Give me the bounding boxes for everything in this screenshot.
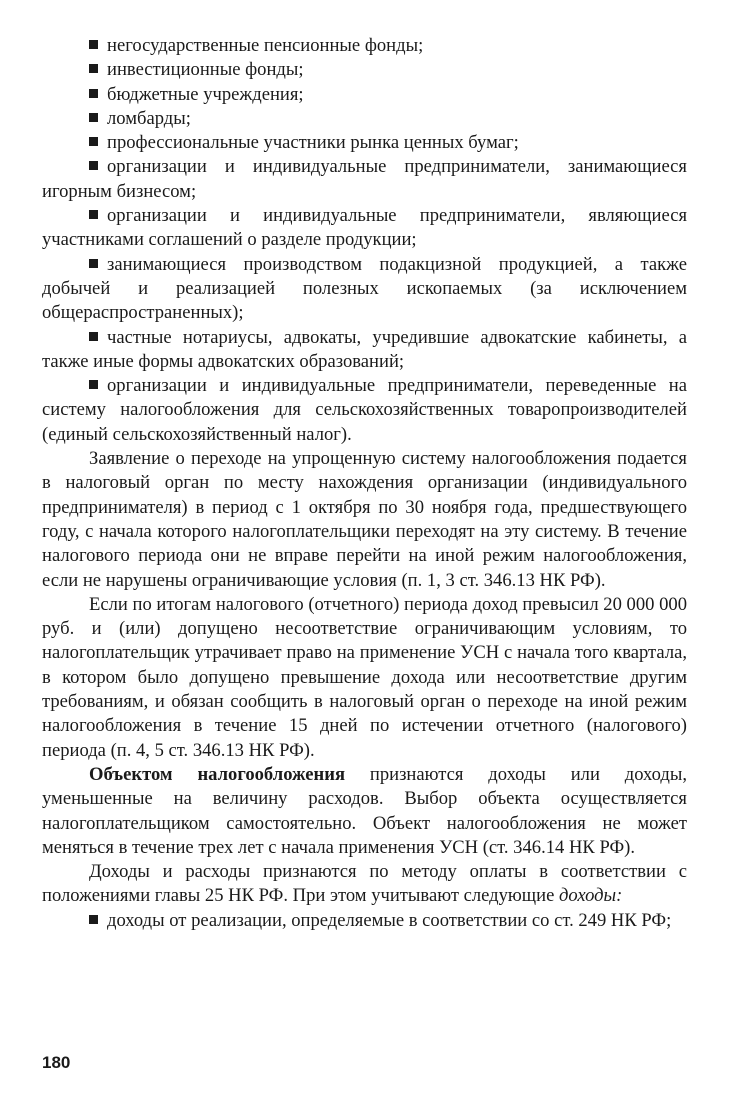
square-bullet-icon	[89, 259, 98, 268]
page-number: 180	[42, 1053, 71, 1072]
list-item: частные нотариусы, адвокаты, учредившие адвокатские кабинеты, а также иные формы адвокатских образований;	[42, 326, 687, 372]
list-item: доходы от реализации, определяемые в соответствии со ст. 249 НК РФ;	[42, 909, 687, 933]
list-item: бюджетные учреждения;	[42, 83, 687, 107]
square-bullet-icon	[89, 380, 98, 389]
square-bullet-icon	[89, 332, 98, 341]
list-item: занимающиеся производством подакцизной продукцией, а также добычей и реализацией полезных ископаемых (за исключением общераспространенных);	[42, 253, 687, 324]
square-bullet-icon	[89, 89, 98, 98]
paragraph-income-expenses	[42, 860, 687, 909]
paragraph-taxation-object	[42, 763, 687, 860]
square-bullet-icon	[89, 161, 98, 170]
paragraph-income-excess: Если по итогам налогового (отчетного) периода доход превысил 20 000 000 руб. и (или) допущено несоответствие ограничивающим условиям, то налогоплательщик утрачивает право на применение УСН с начала того квартала, в котором было допущено превышение дохода или несоответствие другим требованиям, и обязан сообщить в налоговый орган о переходе на иной режим налогообложения в течение 15 дней по истечении отчетного (налогового) периода (п. 4, 5 ст. 346.13 НК РФ).	[42, 593, 687, 761]
list-item: негосударственные пенсионные фонды;	[42, 34, 687, 58]
paragraph-text: признаются доходы или доходы, уменьшенные на величину расходов. Выбор объекта осуществляется налогоплательщиком самостоятельно. Объект налогообложения не может меняться в течение трех лет с начала применения УСН (ст. 346.14 НК РФ).	[42, 763, 687, 858]
list-item: инвестиционные фонды;	[42, 58, 687, 82]
list-item: организации и индивидуальные предприниматели, переведенные на систему налогообложения для сельскохозяйственных товаропроизводителей (единый сельскохозяйственный налог).	[42, 375, 687, 445]
square-bullet-icon	[89, 915, 98, 924]
italic-term: доходы:	[558, 885, 623, 907]
square-bullet-icon	[89, 64, 98, 73]
bold-term: Объектом налогообложения	[89, 763, 346, 785]
bullet-list-bottom	[42, 909, 687, 933]
square-bullet-icon	[89, 210, 98, 219]
square-bullet-icon	[89, 40, 98, 49]
list-item: профессиональные участники рынка ценных бумаг;	[42, 131, 687, 155]
square-bullet-icon	[89, 113, 98, 122]
paragraph-text: Доходы и расходы признаются по методу оплаты в соответствии с положениями главы 25 НК РФ. При этом учитывают следующие	[42, 861, 687, 907]
list-item: организации и индивидуальные предприниматели, занимающиеся игорным бизнесом;	[42, 156, 687, 202]
list-item: ломбарды;	[42, 107, 687, 131]
list-item: организации и индивидуальные предприниматели, являющиеся участниками соглашений о разделе продукции;	[42, 205, 687, 251]
bullet-list-top	[42, 34, 687, 447]
document-page	[42, 34, 687, 933]
paragraph-application: Заявление о переходе на упрощенную систему налогообложения подается в налоговый орган по месту нахождения организации (индивидуального предпринимателя) в период с 1 октября по 30 ноября года, предшествующего году, с начала которого налогоплательщики переходят на эту систему. В течение налогового периода они не вправе перейти на иной режим налогообложения, если не нарушены ограничивающие условия (п. 1, 3 ст. 346.13 НК РФ).	[42, 448, 687, 591]
square-bullet-icon	[89, 137, 98, 146]
